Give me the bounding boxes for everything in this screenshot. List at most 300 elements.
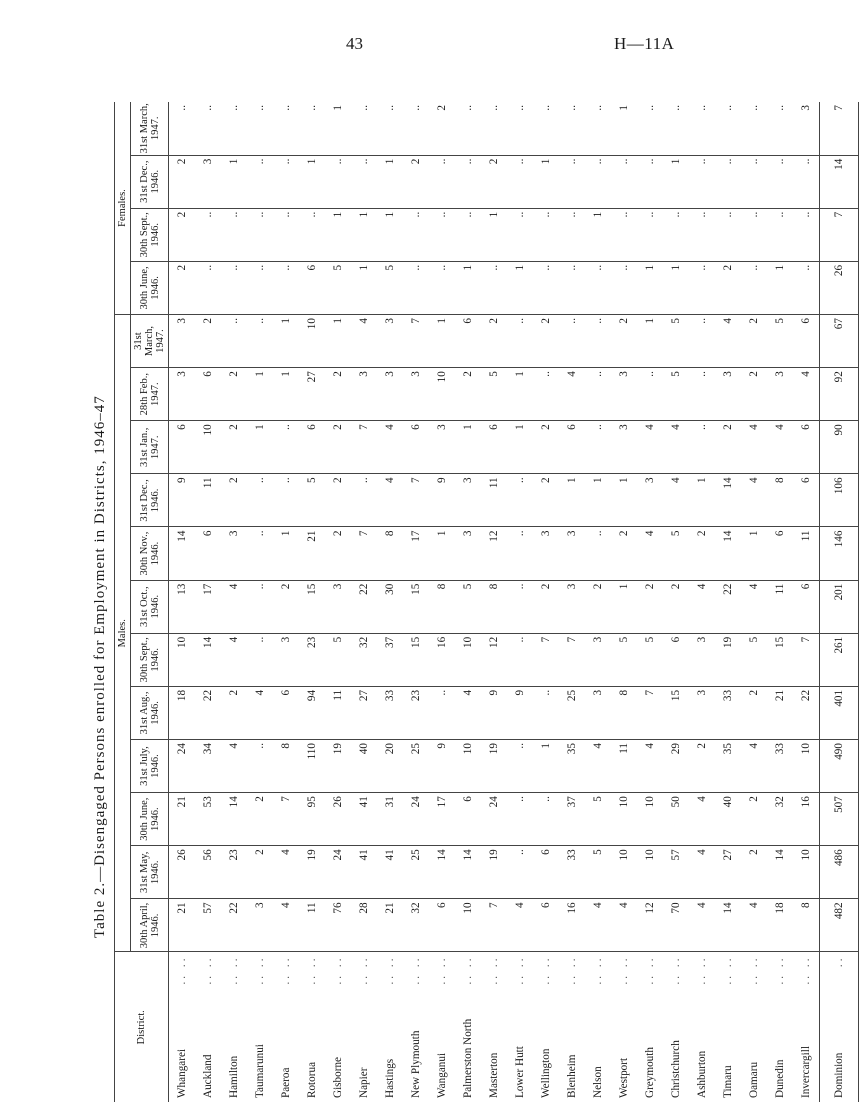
value-cell: 6 <box>559 421 585 474</box>
table-title: Table 2.—Disengaged Persons enrolled for Employment in Districts, 1946–47 <box>92 395 108 938</box>
value-cell: 6 <box>793 474 820 527</box>
value-cell: 4 <box>507 899 533 952</box>
value-cell: .. <box>689 261 715 314</box>
value-cell: 56 <box>195 846 221 899</box>
value-cell: 2 <box>741 368 767 421</box>
table-row <box>221 102 247 1102</box>
value-cell: 7 <box>820 102 859 155</box>
value-cell: 23 <box>221 846 247 899</box>
value-cell: 3 <box>169 368 196 421</box>
value-cell: .. <box>195 102 221 155</box>
rotated-table <box>114 102 846 1102</box>
value-cell: 2 <box>663 580 689 633</box>
value-cell: 6 <box>793 315 820 368</box>
value-cell: 24 <box>325 846 351 899</box>
table-row <box>689 102 715 1102</box>
value-cell: 22 <box>195 686 221 739</box>
district-cell: Taumarunui .. .. <box>247 952 273 1102</box>
value-cell: 19 <box>715 633 741 686</box>
value-cell: 5 <box>481 368 507 421</box>
value-cell: 10 <box>429 368 455 421</box>
district-cell: Nelson .. .. <box>585 952 611 1102</box>
value-cell: 4 <box>455 686 481 739</box>
value-cell: .. <box>793 261 820 314</box>
value-cell: 2 <box>533 474 559 527</box>
value-cell: 41 <box>351 793 377 846</box>
value-cell: 2 <box>247 793 273 846</box>
value-cell: .. <box>507 793 533 846</box>
value-cell: 15 <box>403 633 429 686</box>
value-cell: 57 <box>195 899 221 952</box>
value-cell: 106 <box>820 474 859 527</box>
value-cell: 95 <box>299 793 325 846</box>
value-cell: 8 <box>793 899 820 952</box>
value-cell: 1 <box>559 474 585 527</box>
value-cell: .. <box>507 633 533 686</box>
value-cell: .. <box>273 421 299 474</box>
value-cell: 1 <box>351 208 377 261</box>
value-cell: 9 <box>507 686 533 739</box>
value-cell: .. <box>715 208 741 261</box>
value-cell: 17 <box>429 793 455 846</box>
value-cell: .. <box>325 155 351 208</box>
value-cell: 4 <box>767 421 793 474</box>
value-cell: .. <box>663 208 689 261</box>
value-cell: 4 <box>611 899 637 952</box>
district-cell: Hamilton .. .. <box>221 952 247 1102</box>
value-cell: 50 <box>663 793 689 846</box>
value-cell: .. <box>507 740 533 793</box>
value-cell: .. <box>247 155 273 208</box>
value-cell: 2 <box>325 368 351 421</box>
value-cell: 1 <box>637 261 663 314</box>
value-cell: .. <box>585 315 611 368</box>
leader-dots: .. .. <box>176 955 189 985</box>
value-cell: 7 <box>351 527 377 580</box>
value-cell: .. <box>247 740 273 793</box>
leader-dots: .. .. <box>410 955 423 985</box>
value-cell: 57 <box>663 846 689 899</box>
district-cell: Westport .. .. <box>611 952 637 1102</box>
value-cell: 13 <box>169 580 196 633</box>
value-cell: 29 <box>663 740 689 793</box>
value-cell: 4 <box>741 580 767 633</box>
value-cell: .. <box>559 155 585 208</box>
value-cell: 2 <box>221 474 247 527</box>
value-cell: .. <box>377 102 403 155</box>
value-cell: 4 <box>663 474 689 527</box>
column-header: 31st Dec., 1946. <box>131 155 169 208</box>
value-cell: .. <box>663 102 689 155</box>
value-cell: .. <box>767 208 793 261</box>
value-cell: .. <box>221 315 247 368</box>
value-cell: 10 <box>299 315 325 368</box>
value-cell: 1 <box>299 155 325 208</box>
table-row <box>663 102 689 1102</box>
value-cell: 76 <box>325 899 351 952</box>
value-cell: 3 <box>559 580 585 633</box>
value-cell: .. <box>429 208 455 261</box>
value-cell: .. <box>273 208 299 261</box>
value-cell: 21 <box>767 686 793 739</box>
value-cell: 14 <box>195 633 221 686</box>
value-cell: 33 <box>377 686 403 739</box>
value-cell: 32 <box>403 899 429 952</box>
district-cell: Napier .. .. <box>351 952 377 1102</box>
value-cell: 1 <box>351 261 377 314</box>
value-cell: .. <box>507 846 533 899</box>
value-cell: .. <box>689 315 715 368</box>
value-cell: 6 <box>299 421 325 474</box>
value-cell: 4 <box>221 740 247 793</box>
value-cell: .. <box>507 155 533 208</box>
district-cell: Paeroa .. .. <box>273 952 299 1102</box>
value-cell: 23 <box>299 633 325 686</box>
value-cell: 9 <box>481 686 507 739</box>
value-cell: 5 <box>611 633 637 686</box>
value-cell: .. <box>429 155 455 208</box>
table-row <box>377 102 403 1102</box>
value-cell: 14 <box>169 527 196 580</box>
value-cell: .. <box>767 102 793 155</box>
value-cell: 15 <box>767 633 793 686</box>
leader-dots: .. .. <box>280 955 293 985</box>
value-cell: 7 <box>403 474 429 527</box>
value-cell: 34 <box>195 740 221 793</box>
table-body <box>169 102 859 1102</box>
leader-dots: .. .. <box>774 955 787 985</box>
value-cell: 14 <box>820 155 859 208</box>
value-cell: 3 <box>689 686 715 739</box>
value-cell: .. <box>533 686 559 739</box>
table-row <box>533 102 559 1102</box>
value-cell: .. <box>507 474 533 527</box>
value-cell: 12 <box>481 633 507 686</box>
value-cell: 5 <box>299 474 325 527</box>
value-cell: 7 <box>637 686 663 739</box>
value-cell: 486 <box>820 846 859 899</box>
value-cell: 10 <box>455 633 481 686</box>
value-cell: .. <box>455 208 481 261</box>
value-cell: 32 <box>351 633 377 686</box>
value-cell: 482 <box>820 899 859 952</box>
value-cell: 8 <box>429 580 455 633</box>
leader-dots: .. .. <box>228 955 241 985</box>
value-cell: 12 <box>481 527 507 580</box>
value-cell: 18 <box>767 899 793 952</box>
column-header: 31st Oct., 1946. <box>131 580 169 633</box>
value-cell: 3 <box>325 580 351 633</box>
value-cell: 1 <box>377 208 403 261</box>
district-cell: Auckland .. .. <box>195 952 221 1102</box>
value-cell: .. <box>221 102 247 155</box>
value-cell: 1 <box>663 155 689 208</box>
leader-dots: .. .. <box>462 955 475 985</box>
value-cell: 6 <box>533 899 559 952</box>
column-header: 30th June, 1946. <box>131 261 169 314</box>
value-cell: .. <box>195 261 221 314</box>
value-cell: 10 <box>793 740 820 793</box>
table-row <box>455 102 481 1102</box>
value-cell: 5 <box>663 527 689 580</box>
employment-table <box>114 102 859 1102</box>
value-cell: .. <box>585 527 611 580</box>
value-cell: 2 <box>403 155 429 208</box>
value-cell: 31 <box>377 793 403 846</box>
females-header: Females. <box>115 102 131 315</box>
value-cell: .. <box>715 102 741 155</box>
value-cell: .. <box>637 208 663 261</box>
value-cell: .. <box>351 102 377 155</box>
value-cell: 17 <box>403 527 429 580</box>
value-cell: .. <box>715 155 741 208</box>
table-row <box>507 102 533 1102</box>
table-row <box>637 102 663 1102</box>
value-cell: 5 <box>637 633 663 686</box>
leader-dots: .. .. <box>488 955 501 985</box>
value-cell: 11 <box>793 527 820 580</box>
value-cell: 3 <box>221 527 247 580</box>
value-cell: 19 <box>481 740 507 793</box>
value-cell: 15 <box>299 580 325 633</box>
value-cell: 7 <box>481 899 507 952</box>
value-cell: 4 <box>585 740 611 793</box>
value-cell: 2 <box>715 421 741 474</box>
value-cell: 19 <box>481 846 507 899</box>
table-row <box>325 102 351 1102</box>
value-cell: 3 <box>247 899 273 952</box>
value-cell: 4 <box>637 421 663 474</box>
district-header: District. <box>115 952 169 1102</box>
value-cell: 3 <box>611 421 637 474</box>
value-cell: 1 <box>507 368 533 421</box>
table-row <box>169 102 196 1102</box>
value-cell: 26 <box>325 793 351 846</box>
value-cell: 11 <box>299 899 325 952</box>
value-cell: 2 <box>741 315 767 368</box>
value-cell: 2 <box>169 155 196 208</box>
value-cell: 7 <box>559 633 585 686</box>
value-cell: 1 <box>273 368 299 421</box>
value-cell: 4 <box>689 580 715 633</box>
value-cell: 10 <box>611 793 637 846</box>
district-cell: Invercargill .. .. <box>793 952 820 1102</box>
column-header: 31st July, 1946. <box>131 740 169 793</box>
value-cell: 14 <box>715 899 741 952</box>
value-cell: 5 <box>377 261 403 314</box>
column-header: 30th Sept., 1946. <box>131 208 169 261</box>
leader-dots: .. .. <box>748 955 761 985</box>
value-cell: 5 <box>585 846 611 899</box>
value-cell: 23 <box>403 686 429 739</box>
value-cell: 11 <box>325 686 351 739</box>
leader-dots: .. .. <box>436 955 449 985</box>
value-cell: 4 <box>221 580 247 633</box>
value-cell: 2 <box>611 527 637 580</box>
value-cell: .. <box>637 155 663 208</box>
table-row <box>429 102 455 1102</box>
value-cell: 6 <box>403 421 429 474</box>
district-cell: Gisborne .. .. <box>325 952 351 1102</box>
value-cell: .. <box>741 155 767 208</box>
value-cell: 4 <box>741 421 767 474</box>
value-cell: 2 <box>741 793 767 846</box>
value-cell: 7 <box>820 208 859 261</box>
value-cell: 37 <box>377 633 403 686</box>
value-cell: .. <box>585 102 611 155</box>
district-cell: Dunedin .. .. <box>767 952 793 1102</box>
value-cell: 21 <box>169 899 196 952</box>
value-cell: 14 <box>221 793 247 846</box>
value-cell: 6 <box>455 793 481 846</box>
value-cell: .. <box>273 474 299 527</box>
value-cell: 3 <box>195 155 221 208</box>
value-cell: .. <box>559 261 585 314</box>
value-cell: 2 <box>533 421 559 474</box>
value-cell: 2 <box>221 686 247 739</box>
leader-dots: .. .. <box>540 955 553 985</box>
value-cell: 6 <box>273 686 299 739</box>
value-cell: .. <box>559 208 585 261</box>
leader-dots: .. .. <box>722 955 735 985</box>
value-cell: .. <box>689 102 715 155</box>
value-cell: 30 <box>377 580 403 633</box>
value-cell: 1 <box>429 315 455 368</box>
district-cell: Greymouth .. .. <box>637 952 663 1102</box>
value-cell: .. <box>507 315 533 368</box>
value-cell: .. <box>247 527 273 580</box>
value-cell: 1 <box>637 315 663 368</box>
value-cell: 3 <box>429 421 455 474</box>
value-cell: 4 <box>377 421 403 474</box>
value-cell: 4 <box>273 899 299 952</box>
value-cell: .. <box>299 102 325 155</box>
males-header: Males. <box>115 315 131 953</box>
value-cell: 2 <box>455 368 481 421</box>
value-cell: .. <box>689 208 715 261</box>
value-cell: .. <box>403 261 429 314</box>
value-cell: 26 <box>820 261 859 314</box>
column-header: 31st Jan., 1947. <box>131 421 169 474</box>
value-cell: .. <box>533 261 559 314</box>
leader-dots: .. .. <box>332 955 345 985</box>
value-cell: .. <box>559 315 585 368</box>
value-cell: .. <box>221 261 247 314</box>
value-cell: 2 <box>169 208 196 261</box>
value-cell: 1 <box>585 474 611 527</box>
value-cell: 1 <box>325 315 351 368</box>
table-row <box>351 102 377 1102</box>
value-cell: .. <box>689 155 715 208</box>
value-cell: 4 <box>741 474 767 527</box>
value-cell: 70 <box>663 899 689 952</box>
value-cell: .. <box>403 208 429 261</box>
value-cell: 17 <box>195 580 221 633</box>
district-cell: Rotorua .. .. <box>299 952 325 1102</box>
value-cell: 7 <box>533 633 559 686</box>
value-cell: 3 <box>559 527 585 580</box>
value-cell: 27 <box>715 846 741 899</box>
value-cell: .. <box>403 102 429 155</box>
value-cell: 401 <box>820 686 859 739</box>
value-cell: 2 <box>325 527 351 580</box>
value-cell: 11 <box>767 580 793 633</box>
value-cell: 1 <box>585 208 611 261</box>
value-cell: .. <box>221 208 247 261</box>
leader-dots: .. .. <box>566 955 579 985</box>
value-cell: .. <box>299 208 325 261</box>
value-cell: 3 <box>169 315 196 368</box>
value-cell: .. <box>689 421 715 474</box>
value-cell: 6 <box>195 368 221 421</box>
leader-dots: .. .. <box>670 955 683 985</box>
value-cell: 1 <box>455 421 481 474</box>
value-cell: 41 <box>351 846 377 899</box>
table-row <box>585 102 611 1102</box>
value-cell: 3 <box>715 368 741 421</box>
district-cell: Whangarei .. .. <box>169 952 196 1102</box>
table-row <box>793 102 820 1102</box>
table-row <box>247 102 273 1102</box>
value-cell: 1 <box>741 527 767 580</box>
value-cell: 10 <box>611 846 637 899</box>
value-cell: 25 <box>403 740 429 793</box>
value-cell: 5 <box>585 793 611 846</box>
value-cell: 27 <box>351 686 377 739</box>
value-cell: .. <box>507 527 533 580</box>
value-cell: 6 <box>455 315 481 368</box>
value-cell: 1 <box>611 102 637 155</box>
value-cell: 20 <box>377 740 403 793</box>
leader-dots: .. .. <box>202 955 215 985</box>
leader-dots: .. .. <box>384 955 397 985</box>
district-cell: Christchurch .. .. <box>663 952 689 1102</box>
table-title-wrap <box>92 395 108 939</box>
value-cell: 5 <box>455 580 481 633</box>
value-cell: 507 <box>820 793 859 846</box>
value-cell: 4 <box>637 527 663 580</box>
value-cell: 33 <box>767 740 793 793</box>
value-cell: 16 <box>559 899 585 952</box>
value-cell: 4 <box>559 368 585 421</box>
value-cell: 1 <box>325 102 351 155</box>
value-cell: 11 <box>611 740 637 793</box>
value-cell: 1 <box>507 261 533 314</box>
leader-dots: .. .. <box>696 955 709 985</box>
page-number: 43 <box>346 34 363 53</box>
value-cell: .. <box>247 633 273 686</box>
value-cell: 92 <box>820 368 859 421</box>
value-cell: 4 <box>793 368 820 421</box>
value-cell: 5 <box>767 315 793 368</box>
value-cell: .. <box>585 261 611 314</box>
value-cell: 2 <box>247 846 273 899</box>
value-cell: .. <box>351 155 377 208</box>
value-cell: 15 <box>663 686 689 739</box>
district-cell: Wellington .. .. <box>533 952 559 1102</box>
value-cell: .. <box>585 421 611 474</box>
value-cell: 21 <box>169 793 196 846</box>
value-cell: 4 <box>585 899 611 952</box>
value-cell: 37 <box>559 793 585 846</box>
value-cell: 4 <box>689 899 715 952</box>
value-cell: 1 <box>507 421 533 474</box>
value-cell: 7 <box>403 315 429 368</box>
value-cell: 5 <box>663 368 689 421</box>
table-row <box>481 102 507 1102</box>
value-cell: 32 <box>767 793 793 846</box>
value-cell: 10 <box>195 421 221 474</box>
